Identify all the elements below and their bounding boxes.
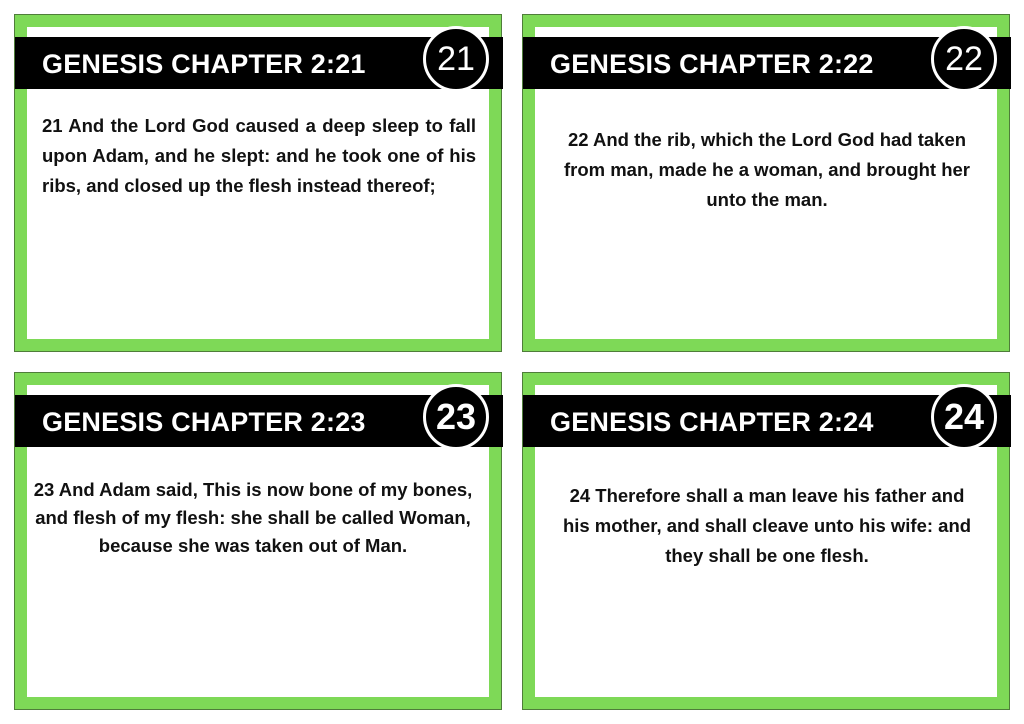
verse-card-22 (522, 14, 1010, 352)
verse-number-badge: 22 (931, 26, 997, 92)
verse-number-badge: 21 (423, 26, 489, 92)
verse-number-badge: 24 (931, 384, 997, 450)
verse-text: 21 And the Lord God caused a deep sleep to fall upon Adam, and he slept: and he took one of his ribs, and closed up the flesh instead thereof; (42, 115, 476, 196)
card-title: GENESIS CHAPTER 2:24 (550, 407, 874, 437)
verse-number-badge: 23 (423, 384, 489, 450)
verse-card-23 (14, 372, 502, 710)
verse-card-21 (14, 14, 502, 352)
card-title: GENESIS CHAPTER 2:23 (42, 407, 366, 437)
verse-text: 23 And Adam said, This is now bone of my bones, and flesh of my flesh: she shall be called Woman, because she was taken out of Man. (33, 479, 473, 556)
verse-text: 22 And the rib, which the Lord God had taken from man, made he a woman, and brought her unto the man. (563, 129, 971, 210)
verse-card-24 (522, 372, 1010, 710)
verse-text: 24 Therefore shall a man leave his father and his mother, and shall cleave unto his wife: and they shall be one flesh. (562, 485, 972, 566)
card-title: GENESIS CHAPTER 2:21 (42, 49, 366, 79)
card-title: GENESIS CHAPTER 2:22 (550, 49, 874, 79)
